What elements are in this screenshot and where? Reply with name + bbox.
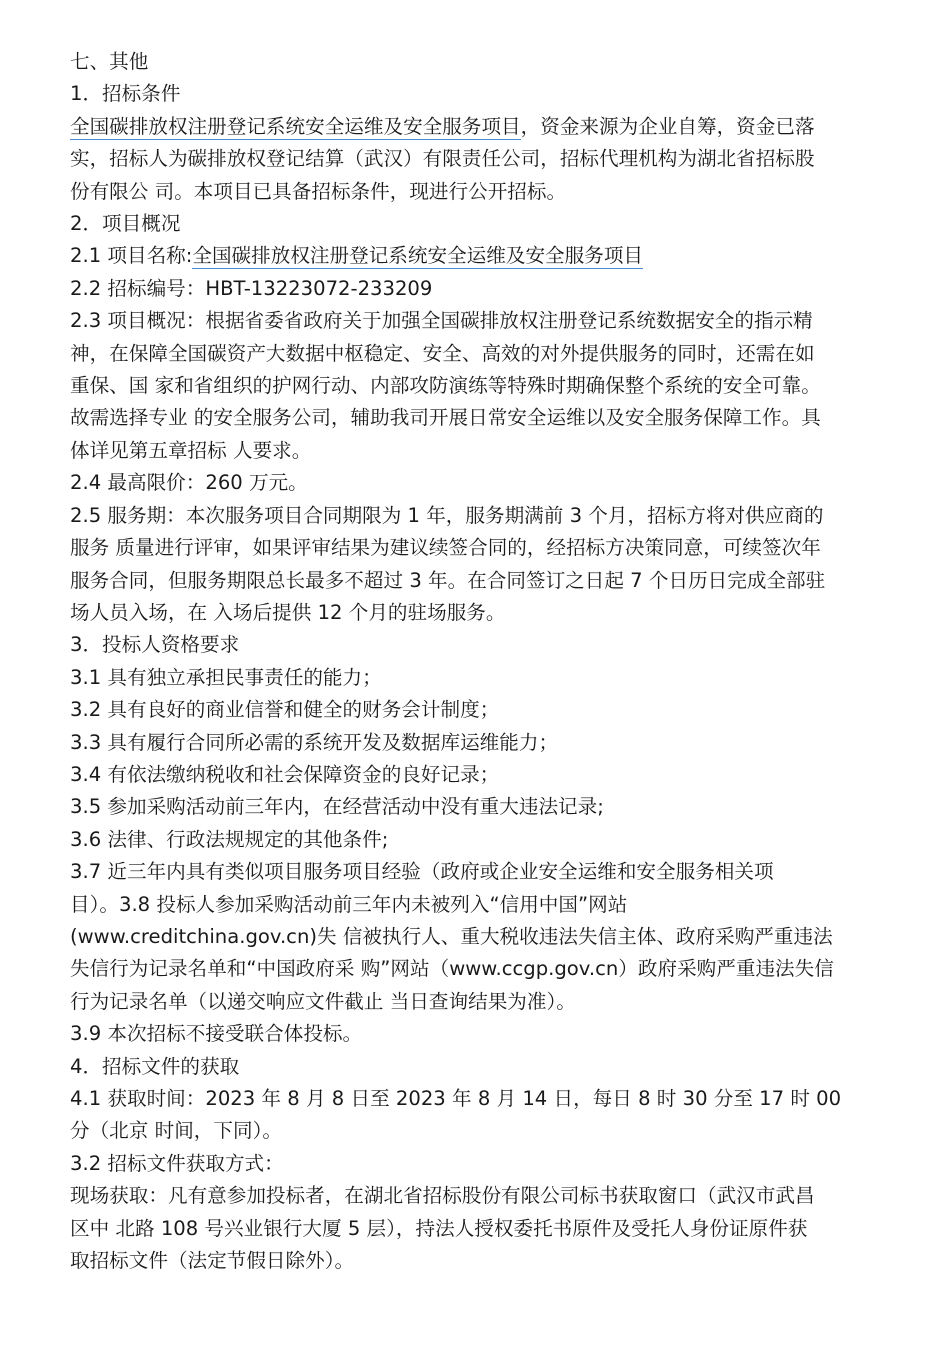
overview-line-1: 2.3 项目概况：根据省委省政府关于加强全国碳排放权注册登记系统数据安全的指示精 <box>70 309 813 333</box>
overview-line-3: 重保、国 家和省组织的护网行动、内部攻防演练等特殊时期确保整个系统的安全可靠。 <box>70 374 821 398</box>
max-price: 2.4 最高限价：260 万元。 <box>70 471 308 495</box>
tender-conditions-line-1 <box>70 111 880 143</box>
onsite-obtain-line-1: 现场获取：凡有意参加投标者，在湖北省招标股份有限公司标书获取窗口（武汉市武昌 <box>70 1184 815 1208</box>
qualification-3-4: 3.4 有依法缴纳税收和社会保障资金的良好记录； <box>70 762 500 786</box>
qualification-3-9: 3.9 本次招标不接受联合体投标。 <box>70 1022 363 1046</box>
tender-conditions-line-2: 实，招标人为碳排放权登记结算（武汉）有限责任公司，招标代理机构为湖北省招标股 <box>70 147 815 171</box>
qualification-3-2: 3.2 具有良好的商业信誉和健全的财务会计制度； <box>70 698 500 722</box>
qualification-3-5: 3.5 参加采购活动前三年内，在经营活动中没有重大违法记录; <box>70 795 604 819</box>
obtain-time-line-1: 4.1 获取时间：2023 年 8 月 8 日至 2023 年 8 月 14 日，每日 8 时 30 分至 17 时 00 <box>70 1087 842 1110</box>
overview-line-4: 故需选择专业 的安全服务公司，辅助我司开展日常安全运维以及安全服务保障工作。具 <box>70 406 821 430</box>
service-period-line-3: 服务合同，但服务期限总长最多不超过 3 年。在合同签订之日起 7 个日历日完成全部驻 <box>70 568 826 592</box>
onsite-obtain-line-3: 取招标文件（法定节假日除外）。 <box>70 1249 355 1273</box>
section-title: 七、其他 <box>70 50 149 73</box>
project-name-link-2[interactable]: 全国碳排放权注册登记系统安全运维及安全服务项目 <box>192 244 644 268</box>
project-name-line <box>70 240 880 272</box>
heading-project-overview: 2．项目概况 <box>70 212 181 236</box>
qualification-3-7-line-3: (www.creditchina.gov.cn)失 信被执行人、重大税收违法失信主体、政府采购严重违法 <box>70 924 833 948</box>
qualification-3-7-line-1: 3.7 近三年内具有类似项目服务项目经验（政府或企业安全运维和安全服务相关项 <box>70 860 774 884</box>
project-name-label: 2.1 项目名称: <box>70 244 193 268</box>
onsite-obtain-line-2: 区中 北路 108 号兴业银行大厦 5 层），持法人授权委托书原件及受托人身份证原件获 <box>70 1216 808 1240</box>
tender-conditions-line-3: 份有限公 司。本项目已具备招标条件，现进行公开招标。 <box>70 179 567 203</box>
service-period-line-4: 场人员入场，在 入场后提供 12 个月的驻场服务。 <box>70 600 506 624</box>
obtain-time-line-2: 分（北京 时间，下同）。 <box>70 1119 282 1143</box>
obtain-method: 3.2 招标文件获取方式： <box>70 1151 284 1175</box>
qualification-3-3: 3.3 具有履行合同所必需的系统开发及数据库运维能力； <box>70 730 559 754</box>
overview-line-2: 神，在保障全国碳资产大数据中枢稳定、安全、高效的对外提供服务的同时，还需在如 <box>70 341 815 365</box>
heading-tender-conditions: 1．招标条件 <box>70 82 181 106</box>
qualification-3-7-line-4: 失信行为记录名单和“中国政府采 购”网站（www.ccgp.gov.cn）政府采购严重违法失信 <box>70 957 834 981</box>
qualification-3-1: 3.1 具有独立承担民事责任的能力； <box>70 665 382 689</box>
service-period-line-1: 2.5 服务期：本次服务项目合同期限为 1 年，服务期满前 3 个月，招标方将对供应商的 <box>70 503 824 527</box>
service-period-line-2: 服务 质量进行评审，如果评审结果为建议续签合同的，经招标方决策同意，可续签次年 <box>70 536 821 560</box>
overview-line-5: 体详见第五章招标 人要求。 <box>70 438 312 462</box>
qualification-3-7-line-2: 目）。3.8 投标人参加采购活动前三年内未被列入“信用中国”网站 <box>70 892 628 916</box>
qualification-3-7-line-5: 行为记录名单（以递交响应文件截止 当日查询结果为准）。 <box>70 989 576 1013</box>
tender-conditions-line-1-text: ，资金来源为企业自筹，资金已落 <box>520 114 815 138</box>
project-name-link[interactable]: 全国碳排放权注册登记系统安全运维及安全服务项目 <box>70 114 521 138</box>
tender-number: 2.2 招标编号：HBT-13223072-233209 <box>70 276 433 300</box>
heading-bidder-qualifications: 3．投标人资格要求 <box>70 633 240 657</box>
qualification-3-6: 3.6 法律、行政法规规定的其他条件; <box>70 827 389 851</box>
heading-obtain-documents: 4．招标文件的获取 <box>70 1054 240 1078</box>
